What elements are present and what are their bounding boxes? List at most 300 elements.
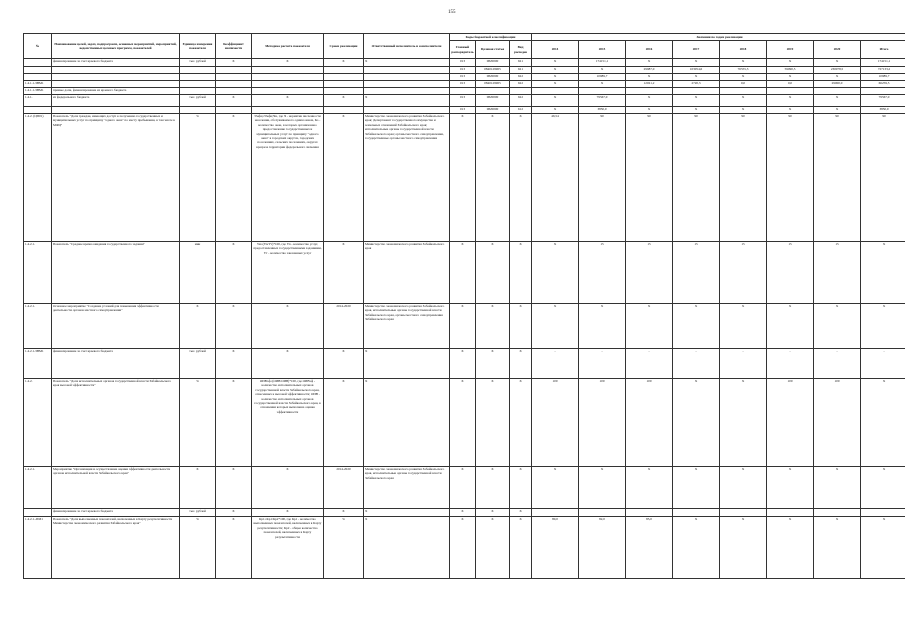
row-number: 1.4.2.1. — [24, 304, 52, 349]
header-year: 2020 — [814, 41, 861, 59]
header-year: 2016 — [626, 41, 673, 59]
row-year-value — [673, 509, 720, 517]
row-code-cs: 0840129905 — [476, 81, 510, 88]
row-name: Показатель "Доля граждан, имеющих доступ к получению государственных и муниципальных услуг по принципу "одного окна" по месту пребывания, в том числе в МФЦ" — [52, 114, 180, 242]
row-year-value: 15 — [626, 242, 673, 304]
header-code-gr: Главный распорядитель — [450, 41, 476, 59]
row-coef — [216, 107, 252, 114]
row-year-value: X — [673, 107, 720, 114]
row-executor: X — [364, 517, 450, 579]
row-method — [252, 67, 324, 74]
row-year-value: 15 — [767, 242, 814, 304]
row-unit: % — [180, 114, 216, 242]
row-year-value: 90 — [673, 114, 720, 242]
row-unit — [180, 67, 216, 74]
row-year-value: X — [814, 95, 861, 107]
row-total: 3850,0 — [861, 107, 905, 114]
row-number: 1.4.2.1.-ПМ1 — [24, 517, 52, 579]
row-year-value: 100 — [532, 379, 579, 467]
row-year-value: 15 — [673, 242, 720, 304]
row-year-value: 100 — [767, 379, 814, 467]
row-unit — [180, 74, 216, 81]
row-code-vr: 621 — [510, 67, 532, 74]
table-row — [24, 74, 905, 81]
row-year-value: X — [720, 304, 767, 349]
row-name: Показатель "Доля исполнительных органов государственной власти Забайкальского края высокой эффективности" — [52, 379, 180, 467]
row-term: X — [324, 509, 364, 517]
row-year-value: X — [626, 59, 673, 67]
row-code-vr: X — [510, 509, 532, 517]
row-code-vr: X — [510, 517, 532, 579]
row-total: X — [861, 242, 905, 304]
row-code-vr: 612 — [510, 107, 532, 114]
row-coef: X — [216, 95, 252, 107]
row-total — [861, 88, 905, 95]
row-year-value: 90 — [720, 114, 767, 242]
row-number: 1.4.1.1-ЗВМ1 — [24, 81, 52, 88]
row-year-value — [673, 88, 720, 95]
row-year-value: X — [767, 517, 814, 579]
row-code-gr: 013 — [450, 67, 476, 74]
table-row — [24, 242, 905, 304]
row-method: Уи=(Уп/Ут)*100, где Уп - количество услуг, предоставленных государственными заданиями, Ут - количество заказанных услуг — [252, 242, 324, 304]
row-year-value: X — [814, 517, 861, 579]
row-method: X — [252, 59, 324, 67]
row-year-value: X — [532, 59, 579, 67]
row-year-value: X — [532, 81, 579, 88]
row-code-gr: X — [450, 114, 476, 242]
row-method: X — [252, 467, 324, 509]
row-year-value: 15 — [814, 242, 861, 304]
row-executor — [364, 74, 450, 81]
row-unit: X — [180, 304, 216, 349]
row-code-cs: X — [476, 517, 510, 579]
row-year-value: X — [532, 67, 579, 74]
row-year-value: X — [626, 74, 673, 81]
row-code-cs: 0820000 — [476, 59, 510, 67]
row-executor: X — [364, 349, 450, 379]
header-term: Сроки реализации — [324, 34, 364, 59]
row-year-value: X — [579, 81, 626, 88]
row-number — [24, 107, 52, 114]
row-number: 1.4.2.1. — [24, 467, 52, 509]
row-year-value — [814, 509, 861, 517]
row-code-gr: 013 — [450, 74, 476, 81]
row-code-cs: X — [476, 379, 510, 467]
row-year-value — [767, 88, 814, 95]
row-number — [24, 67, 52, 74]
row-year-value: 90 — [814, 114, 861, 242]
row-code-gr: 013 — [450, 107, 476, 114]
row-year-value: 90 — [767, 114, 814, 242]
row-year-value: X — [814, 74, 861, 81]
header-code-cs: Целевая статья — [476, 41, 510, 59]
row-coef — [216, 67, 252, 74]
row-total: X — [861, 467, 905, 509]
row-unit — [180, 81, 216, 88]
row-unit: X — [180, 467, 216, 509]
header-year: 2019 — [767, 41, 814, 59]
row-number: 1.4.2.1-ЗВМ1 — [24, 349, 52, 379]
row-unit: тыс. рублей — [180, 349, 216, 379]
row-year-value: - — [814, 349, 861, 379]
header-year: 2015 — [579, 41, 626, 59]
row-year-value: 76555,3 — [720, 67, 767, 74]
row-code-gr: X — [450, 517, 476, 579]
row-executor: X — [364, 379, 450, 467]
row-year-value: X — [720, 107, 767, 114]
row-method: X — [252, 509, 324, 517]
table-row — [24, 59, 905, 67]
row-code-cs: X — [476, 242, 510, 304]
page-number: 155 — [448, 10, 456, 15]
program-table — [23, 33, 905, 579]
row-name: прямые доли, финансирование из краевого бюджета — [52, 88, 180, 95]
row-total: 174151,1 — [861, 59, 905, 67]
table-row — [24, 114, 905, 242]
row-year-value: X — [532, 467, 579, 509]
table-row — [24, 517, 905, 579]
row-year-value: 174151,1 — [579, 59, 626, 67]
row-code-gr: X — [450, 509, 476, 517]
row-year-value: 10989,7 — [579, 74, 626, 81]
table-row — [24, 509, 905, 517]
row-year-value: 80,0 — [532, 517, 579, 579]
row-year-value: 100 — [814, 379, 861, 467]
row-method: X — [252, 304, 324, 349]
table-row — [24, 467, 905, 509]
row-year-value: X — [532, 304, 579, 349]
row-coef: X — [216, 114, 252, 242]
row-year-value: 230078,5 — [814, 67, 861, 74]
row-executor: X — [364, 95, 450, 107]
row-year-value — [767, 509, 814, 517]
row-term: X — [324, 59, 364, 67]
row-term: X — [324, 349, 364, 379]
row-year-value: X — [673, 95, 720, 107]
table-row — [24, 349, 905, 379]
row-year-value: X — [579, 467, 626, 509]
row-total: 727133,2 — [861, 67, 905, 74]
header-total: Итого — [861, 41, 905, 59]
row-year-value: X — [532, 107, 579, 114]
row-term: 2014-2020 — [324, 304, 364, 349]
row-total — [861, 509, 905, 517]
row-code-gr: X — [450, 242, 476, 304]
table-row — [24, 379, 905, 467]
row-year-value: X — [814, 467, 861, 509]
row-term — [324, 74, 364, 81]
row-number — [24, 509, 52, 517]
row-coef: X — [216, 59, 252, 67]
row-name: Показатель "Среднее время ожидания государственного задания" — [52, 242, 180, 304]
row-year-value: X — [720, 517, 767, 579]
row-year-value: X — [767, 59, 814, 67]
row-year-value: 103054,6 — [673, 67, 720, 74]
header-code-vr: Вид расходов — [510, 41, 532, 59]
row-total: X — [861, 379, 905, 467]
row-executor — [364, 81, 450, 88]
header-executor: Ответственный исполнитель и соисполнители — [364, 34, 450, 59]
row-method: Умфц=Умфц/Чн, где Ч - норматив численности населения, обслуживаемого одним окном, Ко - количество окон, в которых организовано предоставление государственных и муниципальных услуг по принципу "одного окна" в городских округах, городских поселениях, сельских поселениях, округах вразрезе территории федерального значения — [252, 114, 324, 242]
row-number: 1.4.2. — [24, 379, 52, 467]
row-code-vr: X — [510, 379, 532, 467]
row-executor — [364, 88, 450, 95]
row-year-value: 15 — [579, 242, 626, 304]
row-name: финансирование за счет краевого бюджета — [52, 349, 180, 379]
row-code-vr: X — [510, 304, 532, 349]
row-year-value — [720, 88, 767, 95]
row-year-value: - — [579, 349, 626, 379]
row-unit — [180, 107, 216, 114]
row-term — [324, 67, 364, 74]
header-values-group: Значения по годам реализации — [532, 34, 905, 41]
row-year-value: X — [673, 517, 720, 579]
row-total: X — [861, 304, 905, 349]
row-code-cs: X — [476, 509, 510, 517]
row-year-value: X — [767, 107, 814, 114]
header-year: 2014 — [532, 41, 579, 59]
row-year-value — [626, 88, 673, 95]
table-row — [24, 304, 905, 349]
table-header — [24, 34, 905, 59]
header-unit: Единица измерения показателя — [180, 34, 216, 59]
row-year-value: 79567,0 — [579, 95, 626, 107]
row-year-value: X — [626, 107, 673, 114]
row-unit: тыс. рублей — [180, 509, 216, 517]
row-term: X — [324, 95, 364, 107]
row-unit: % — [180, 379, 216, 467]
row-term: X — [324, 242, 364, 304]
row-year-value — [814, 88, 861, 95]
row-year-value: X — [626, 467, 673, 509]
row-year-value: 0,0 — [720, 81, 767, 88]
row-year-value: X — [814, 107, 861, 114]
row-code-gr: 013 — [450, 95, 476, 107]
row-year-value — [532, 509, 579, 517]
row-year-value: X — [673, 467, 720, 509]
row-number: 1.4.2.1. — [24, 242, 52, 304]
row-code-gr: 013 — [450, 81, 476, 88]
row-unit: % — [180, 517, 216, 579]
row-total: X — [861, 517, 905, 579]
row-method — [252, 107, 324, 114]
row-term — [324, 81, 364, 88]
row-year-value: 59090,5 — [767, 67, 814, 74]
row-year-value: X — [767, 467, 814, 509]
row-code-gr: 013 — [450, 59, 476, 67]
row-name: финансирование за счет краевого бюджета — [52, 59, 180, 67]
row-code-gr: X — [450, 379, 476, 467]
table-row — [24, 81, 905, 88]
row-code-cs: 0820000 — [476, 107, 510, 114]
row-year-value: 85,0 — [626, 517, 673, 579]
row-coef: X — [216, 467, 252, 509]
row-year-value: X — [626, 304, 673, 349]
row-unit: мин — [180, 242, 216, 304]
row-year-value — [720, 509, 767, 517]
row-year-value: X — [532, 74, 579, 81]
row-year-value: X — [720, 467, 767, 509]
row-number: 1.4.2. (ЦП01) — [24, 114, 52, 242]
row-total: 79567,0 — [861, 95, 905, 107]
row-year-value — [579, 509, 626, 517]
row-coef: X — [216, 509, 252, 517]
row-term: X — [324, 379, 364, 467]
header-year: 2018 — [720, 41, 767, 59]
row-year-value: X — [720, 379, 767, 467]
row-year-value: X — [814, 304, 861, 349]
row-executor: X — [364, 59, 450, 67]
row-year-value: X — [673, 59, 720, 67]
row-year-value: 0,0 — [767, 81, 814, 88]
row-year-value: X — [626, 95, 673, 107]
row-method: X — [252, 349, 324, 379]
row-number: 1.4.1. — [24, 95, 52, 107]
row-coef — [216, 88, 252, 95]
row-term: X — [324, 114, 364, 242]
row-year-value: 15 — [720, 242, 767, 304]
row-year-value: X — [720, 74, 767, 81]
row-code-cs — [476, 88, 510, 95]
header-year: 2017 — [673, 41, 720, 59]
table-row — [24, 88, 905, 95]
row-term: % — [324, 517, 364, 579]
header-num: № — [24, 34, 52, 59]
row-total: 90 — [861, 114, 905, 242]
row-year-value: - — [720, 349, 767, 379]
row-year-value: X — [579, 67, 626, 74]
row-year-value: 90 — [626, 114, 673, 242]
row-year-value: 46,54 — [532, 114, 579, 242]
row-year-value: X — [814, 59, 861, 67]
row-year-value: X — [767, 95, 814, 107]
row-code-vr: 622 — [510, 74, 532, 81]
row-year-value: X — [532, 242, 579, 304]
row-year-value — [626, 509, 673, 517]
row-unit: тыс. рублей — [180, 95, 216, 107]
row-year-value: 82,0 — [579, 517, 626, 579]
row-code-vr: X — [510, 467, 532, 509]
row-number — [24, 74, 52, 81]
row-name — [52, 81, 180, 88]
header-coef: Коэффициент значимости — [216, 34, 252, 59]
row-executor — [364, 67, 450, 74]
header-codes-group: Коды бюджетной классификации — [450, 34, 532, 41]
row-year-value: X — [720, 59, 767, 67]
row-coef: X — [216, 349, 252, 379]
row-coef — [216, 81, 252, 88]
row-coef: X — [216, 242, 252, 304]
row-code-cs: 0840129905 — [476, 67, 510, 74]
row-executor: Министерство экономического развития Забайкальского края; Департамент государственного имущества и земельных отношений Забайкальского края; исполнительные органы государственной власти Забайкальского края; органы местного самоуправления, государственные органы местного самоуправления — [364, 114, 450, 242]
row-code-vr: X — [510, 242, 532, 304]
row-method — [252, 81, 324, 88]
header-method: Методика расчета показателя — [252, 34, 324, 59]
row-term: 2014-2020 — [324, 467, 364, 509]
row-year-value: - — [673, 349, 720, 379]
row-name: Мероприятие "Организация и осуществление оценки эффективности деятельности органов исполнительной власти Забайкальского края" — [52, 467, 180, 509]
row-code-vr: 621 — [510, 59, 532, 67]
row-year-value: - — [767, 349, 814, 379]
row-year-value: 100 — [626, 379, 673, 467]
row-year-value: X — [579, 304, 626, 349]
row-method: X — [252, 95, 324, 107]
row-coef: X — [216, 304, 252, 349]
row-name — [52, 67, 180, 74]
row-year-value: X — [673, 379, 720, 467]
header-name: Наименование целей, задач, подпрограмм, основных мероприятий, мероприятий, ведомственных целевых программ, показателей — [52, 34, 180, 59]
row-total: - — [861, 349, 905, 379]
row-unit — [180, 88, 216, 95]
row-code-cs: X — [476, 349, 510, 379]
row-method: Кр1=Кр1/Кр2*100, где Кр1 - количество выполненных показателей, включенных в Карту результативности; Кр2 - общее количество показателей, включенных в Карту результативности — [252, 517, 324, 579]
row-year-value: - — [532, 349, 579, 379]
row-year-value: X — [767, 74, 814, 81]
row-unit: тыс. рублей — [180, 59, 216, 67]
table-body — [24, 59, 905, 579]
row-year-value: 90 — [579, 114, 626, 242]
table-row — [24, 107, 905, 114]
row-name: из федерального бюджета — [52, 95, 180, 107]
row-year-value: 100 — [579, 379, 626, 467]
row-year-value: X — [673, 304, 720, 349]
row-executor: Министерство экономического развития Забайкальского края, исполнительные органы государственной власти Забайкальского края, органы местного самоуправления Забайкальского края — [364, 304, 450, 349]
row-executor: Министерство экономического развития Забайкальского края, исполнительные органы государственной власти Забайкальского края — [364, 467, 450, 509]
row-method: ОИВэф=(ОИВ/ОИВ)*100, где ОИВэф - количество исполнительных органов государственной власти Забайкальского края, отнесенных к высокой эффективности; ОИВ - количество исполнительных органов государственной власти Забайкальского края, в отношении которых выполнена оценка эффективности — [252, 379, 324, 467]
row-executor: X — [364, 509, 450, 517]
row-code-gr — [450, 88, 476, 95]
row-code-vr: 622 — [510, 95, 532, 107]
row-code-vr: 622 — [510, 81, 532, 88]
row-name — [52, 74, 180, 81]
row-year-value — [579, 88, 626, 95]
row-executor — [364, 107, 450, 114]
row-total: 10989,7 — [861, 74, 905, 81]
row-year-value: 29000,0 — [814, 81, 861, 88]
row-year-value: 3850,0 — [579, 107, 626, 114]
row-year-value: - — [626, 349, 673, 379]
row-year-value: X — [673, 74, 720, 81]
row-code-vr — [510, 88, 532, 95]
row-code-vr: X — [510, 349, 532, 379]
table-row — [24, 95, 905, 107]
row-year-value: 12021,2 — [626, 81, 673, 88]
row-year-value: 2720,3 — [673, 81, 720, 88]
row-name: Основное мероприятие "Создание условий для повышения эффективности деятельности органов местного самоуправления" — [52, 304, 180, 349]
row-coef: X — [216, 379, 252, 467]
row-name — [52, 107, 180, 114]
row-code-cs: X — [476, 304, 510, 349]
row-executor: Министерство экономического развития Забайкальского края — [364, 242, 450, 304]
row-number: 1.4.1.1-ЗВМ1 — [24, 88, 52, 95]
row-method — [252, 74, 324, 81]
row-term — [324, 107, 364, 114]
row-name: финансирование за счет краевого бюджета — [52, 509, 180, 517]
row-code-vr: X — [510, 114, 532, 242]
row-total: 66259,5 — [861, 81, 905, 88]
row-coef — [216, 74, 252, 81]
row-number — [24, 59, 52, 67]
row-year-value — [532, 88, 579, 95]
row-year-value: 29987,0 — [626, 67, 673, 74]
row-coef: X — [216, 517, 252, 579]
row-code-gr: X — [450, 467, 476, 509]
row-term — [324, 88, 364, 95]
row-name: Показатель "Доля выполненных показателей, включенных в Карту результативности Министерства экономического развития Забайкальского края" — [52, 517, 180, 579]
row-code-gr: X — [450, 304, 476, 349]
row-year-value: X — [767, 304, 814, 349]
